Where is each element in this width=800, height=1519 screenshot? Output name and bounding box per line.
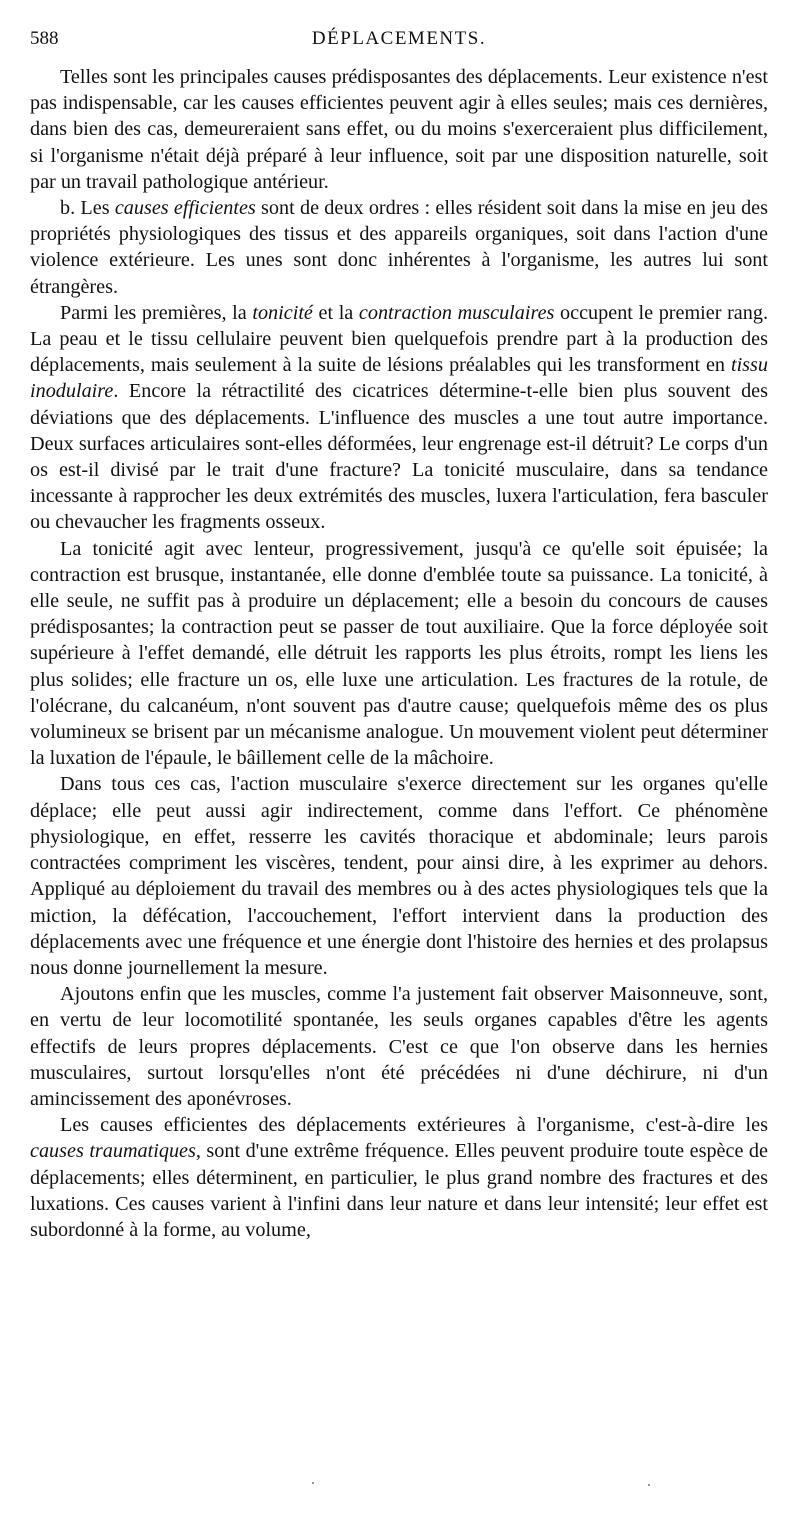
text-segment: Les causes efficientes des déplacements extérieures à l'organisme, c'est-à-dire les: [60, 1114, 768, 1137]
paragraph: [30, 1112, 768, 1243]
text-segment: Ajoutons enfin que les muscles, comme l'a justement fait observer Maisonneuve, sont, en vertu de leur locomotilité spontanée, les seuls organes capables d'être les agents effectifs de leurs propres déplacements. C'est ce que l'on observe dans les hernies musculaires, surtout lorsqu'elles n'ont été précédées ni d'une déchirure, ni d'un amincissement des aponévroses.: [30, 983, 768, 1110]
paragraph: [30, 981, 768, 1112]
page-number: 588: [30, 28, 59, 49]
italic-term: contraction musculaires: [358, 301, 555, 324]
body-text: [30, 64, 768, 1243]
italic-term: tissu inodulaire: [30, 354, 768, 403]
paragraph: [30, 771, 768, 981]
text-segment: sont de deux ordres : elles résident soit dans la mise en jeu des propriétés physiologiques des tissus et des appareils organiques, soit dans l'action d'une violence extérieure. Les unes sont donc inhérentes à l'organisme, les autres lui sont étrangères.: [30, 197, 769, 298]
text-segment: Parmi les premières, la: [60, 301, 253, 324]
text-segment: Dans tous ces cas, l'action musculaire s'exerce directement sur les organes qu'elle déplace; elle peut aussi agir indirectement, comme dans l'effort. Ce phénomène physiologique, en effet, resserre les cavités thoracique et abdominale; leurs parois contractées compriment les viscères, tendent, pour ainsi dire, à les exprimer au dehors. Appliqué au déploiement du travail des membres ou à des actes physiologiques tels que la miction, la défécation, l'accouchement, l'effort intervient dans la production des déplacements avec une fréquence et une énergie dont l'histoire des hernies et des prolapsus nous donne journellement la mesure.: [30, 773, 768, 979]
paragraph: [30, 536, 768, 772]
text-segment: Telles sont les principales causes prédisposantes des déplacements. Leur existence n'est pas indispensable, car les causes efficientes peuvent agir à elles seules; mais ces dernières, dans bien des cas, demeureraient sans effet, ou du moins s'exerceraient plus difficilement, si l'organisme n'était déjà préparé à leur influence, soit par une disposition naturelle, soit par un travail pathologique antérieur.: [30, 66, 768, 193]
text-segment: . Encore la rétractilité des cicatrices détermine-t-elle bien plus souvent des déviations que des déplacements. L'influence des muscles a une tout autre importance. Deux surfaces articulaires sont-elles déformées, leur engrenage est-il détruit? Le corps d'un os est-il divisé par le trait d'une fracture? La tonicité musculaire, dans sa tendance incessante à rapprocher les deux extrémités des muscles, luxera l'articulation, fera basculer ou chevaucher les fragments osseux.: [30, 380, 768, 534]
italic-term: causes traumatiques: [30, 1140, 196, 1163]
scan-specks: [0, 1482, 800, 1488]
document-page: [30, 28, 768, 1243]
scan-speck: [648, 1484, 650, 1486]
running-title: DÉPLACEMENTS.: [311, 28, 487, 49]
paragraph: [30, 64, 768, 195]
text-segment: , sont d'une extrême fréquence. Elles peuvent produire toute espèce de déplacements; elles déterminent, en particulier, le plus grand nombre des fractures et des luxations. Ces causes varient à l'infini dans leur nature et dans leur intensité; leur effet est subordonné à la forme, au volume,: [30, 1140, 768, 1241]
italic-term: tonicité: [252, 301, 313, 324]
text-segment: b. Les: [60, 197, 115, 220]
text-segment: occupent le premier rang. La peau et le tissu cellulaire peuvent bien quelquefois prendre part à la production des déplacements, mais seulement à la suite de lésions préalables qui les transforment en: [30, 301, 769, 377]
paragraph: [30, 300, 768, 536]
italic-term: causes efficientes: [114, 197, 256, 220]
scan-speck: [312, 1482, 314, 1484]
page-header: [30, 28, 768, 56]
text-segment: et la: [312, 301, 359, 324]
text-segment: La tonicité agit avec lenteur, progressivement, jusqu'à ce qu'elle soit épuisée; la contraction est brusque, instantanée, elle donne d'emblée toute sa puissance. La tonicité, à elle seule, ne suffit pas à produire un déplacement; elle a besoin du concours de causes prédisposantes; la contraction peut se passer de tout auxiliaire. Que la force déployée soit supérieure à l'effet demandé, elle détruit les rapports les plus étroits, rompt les liens les plus solides; elle fracture un os, elle luxe une articulation. Les fractures de la rotule, de l'olécrane, du calcanéum, n'ont souvent pas d'autre cause; quelquefois même des os plus volumineux se brisent par un mécanisme analogue. Un mouvement violent peut déterminer la luxation de l'épaule, le bâillement celle de la mâchoire.: [30, 537, 768, 770]
paragraph: [30, 195, 768, 300]
